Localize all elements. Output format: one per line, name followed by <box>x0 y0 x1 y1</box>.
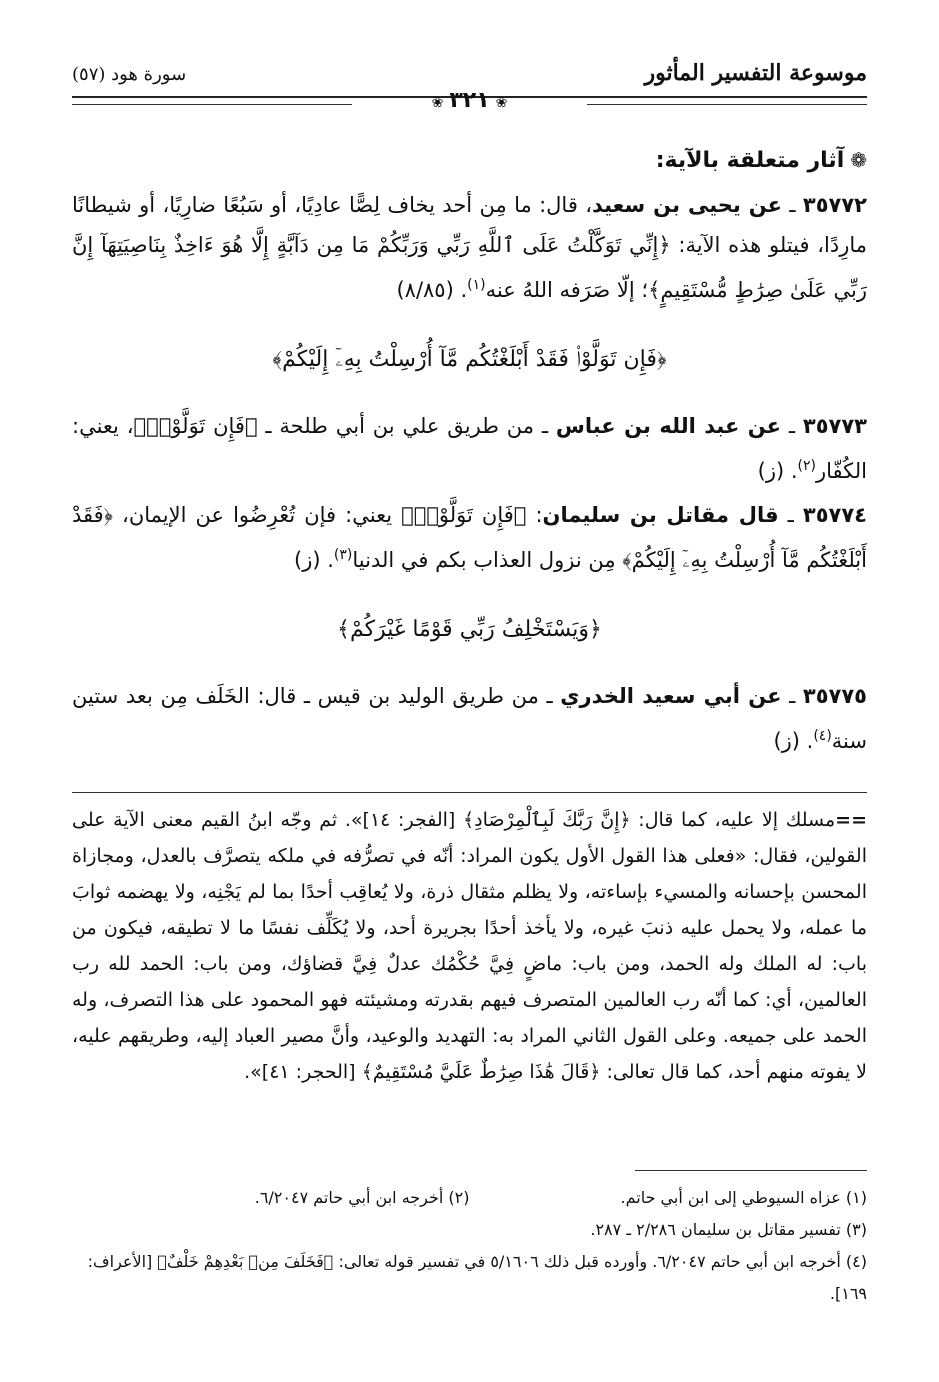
ornament-icon: ❀ <box>431 95 444 111</box>
athar-entry: ٣٥٧٧٤ ـ قال مقاتل بن سليمان: ﴿فَإِن تَوَلَّوْا۟﴾ يعني: فإن تُعْرِضُوا عن الإيمان، ﴿فَقَدْ أَبْلَغْتُكُم مَّآ أُرْسِلْتُ بِهِۦٓ إِلَيْكُمْ﴾ مِن نزول العذاب بكم في الدنيا$^{(٣)}$. (ز) <box>72 503 867 572</box>
footnote-ref: (١) <box>467 277 486 293</box>
verse-heading: ﴿فَإِن تَوَلَّوْا۟ فَقَدْ أَبْلَغْتُكُم مَّآ أُرْسِلْتُ بِهِۦٓ إِلَيْكُمْ﴾ <box>272 347 667 372</box>
ornament-icon: ❀ <box>495 95 508 111</box>
athar-entry: ٣٥٧٧٥ ـ عن أبي سعيد الخدري ـ من طريق الوليد بن قيس ـ قال: الخَلَف مِن بعد ستين سنة$^{(٤)}$. (ز) <box>72 684 867 753</box>
footnotes <box>72 1182 867 1310</box>
footnote-ref: (٢) <box>797 458 816 474</box>
page-number <box>0 88 939 113</box>
athar-entry: ٣٥٧٧٢ ـ عن يحيى بن سعيد، قال: ما مِن أحد يخاف لِصًّا عادِيًا، أو سَبُعًا ضارِيًا، أو شيطانًا مارِدًا، فيتلو هذه الآية: ﴿إِنِّي تَوَكَّلْتُ عَلَى ٱللَّهِ رَبِّي وَرَبِّكُمْ مَا مِن دَآبَّةٍ إِلَّا هُوَ ءَاخِذٌ بِنَاصِيَتِهَآ إِنَّ رَبِّي عَلَىٰ صِرَٰطٍ مُّسْتَقِيمٍ﴾؛ إلّا صَرَفه اللهُ عنه$^{(١)}$. (٨/٨٥) <box>72 193 867 302</box>
footnote-2: (٢) أخرجه ابن أبي حاتم ٦/٢٠٤٧. <box>254 1188 470 1207</box>
footnote-rule <box>635 1170 867 1171</box>
continued-footnote-text: مسلك إلا عليه، كما قال: ﴿إِنَّ رَبَّكَ لَبِٱلْمِرْصَادِ﴾ [الفجر: ١٤]». ثم وجّه ابنُ القيم معنى الآية على القولين، فقال: «فعلى هذا القول الأول يكون المراد: أنّه في تصرُّفه في ملكه يتصرَّف بالعدل، ومجازاة المحسن بإحسانه والمسيء بإساءته، ولا يظلم مثقال ذرة، ولا يُعاقِب أحدًا بما لم يَجْنِه، ولا يهضمه ثوابَ ما عمله، ولا يحمل عليه ذنبَ غيره، ولا يأخذ أحدًا بجريرة أحد، ولا يُكَلِّف نفسًا ما لا تطيقه، فيكون من باب: له الملك وله الحمد، ومن باب: ماضٍ فِيَّ حُكْمُك عدلٌ فِيَّ قضاؤك، ومن باب: الحمد لله رب العالمين، أي: كما أنّه رب العالمين المتصرف فيهم بقدرته ومشيئته فهو المحمود على هذا التصرف، وله الحمد على جميعه. وعلى القول الثاني المراد به: التهديد والوعيد، وأنَّ مصير العباد إليه، وطريقهم عليه، لا يفوته منهم أحد، كما قال تعالى: ﴿قَالَ هَٰذَا صِرَٰطٌ عَلَيَّ مُسْتَقِيمٌ﴾ [الحجر: ٤١]». <box>72 809 867 1083</box>
athar-entry: ٣٥٧٧٣ ـ عن عبد الله بن عباس ـ من طريق علي بن أبي طلحة ـ ﴿فَإِن تَوَلَّوْا۟﴾، يعني: الكُفّار$^{(٢)}$. (ز) <box>72 414 867 483</box>
footnote-row <box>72 1182 867 1214</box>
surah-label: سورة هود (٥٧) <box>72 64 187 85</box>
footnote-4: (٤) أخرجه ابن أبي حاتم ٦/٢٠٤٧. وأورده قبل ذلك ٥/١٦٠٦ في تفسير قوله تعالى: ﴿فَخَلَفَ مِنۢ بَعْدِهِمْ خَلْفٌ﴾ [الأعراف: ١٦٩]. <box>87 1252 867 1303</box>
section-title: ❁آثار متعلقة بالآية: <box>655 148 867 173</box>
footnote-1: (١) عزاه السيوطي إلى ابن أبي حاتم. <box>620 1188 867 1207</box>
text-footnote-separator <box>72 792 867 793</box>
footnote-ref: (٣) <box>333 547 353 563</box>
continuation-marker: == <box>835 809 867 831</box>
continued-footnote <box>72 802 867 1090</box>
footnote-3: (٣) تفسير مقاتل بن سليمان ٢/٢٨٦ ـ ٢٨٧. <box>590 1220 867 1239</box>
main-text <box>72 140 867 765</box>
page-number-value: ٣٢١ <box>449 88 490 113</box>
footnote-ref: (٤) <box>813 728 832 744</box>
flower-icon: ❁ <box>850 148 867 172</box>
book-title: موسوعة التفسير المأثور <box>644 60 867 86</box>
verse-heading: ﴿وَيَسْتَخْلِفُ رَبِّي قَوْمًا غَيْرَكُمْ﴾ <box>337 617 602 642</box>
